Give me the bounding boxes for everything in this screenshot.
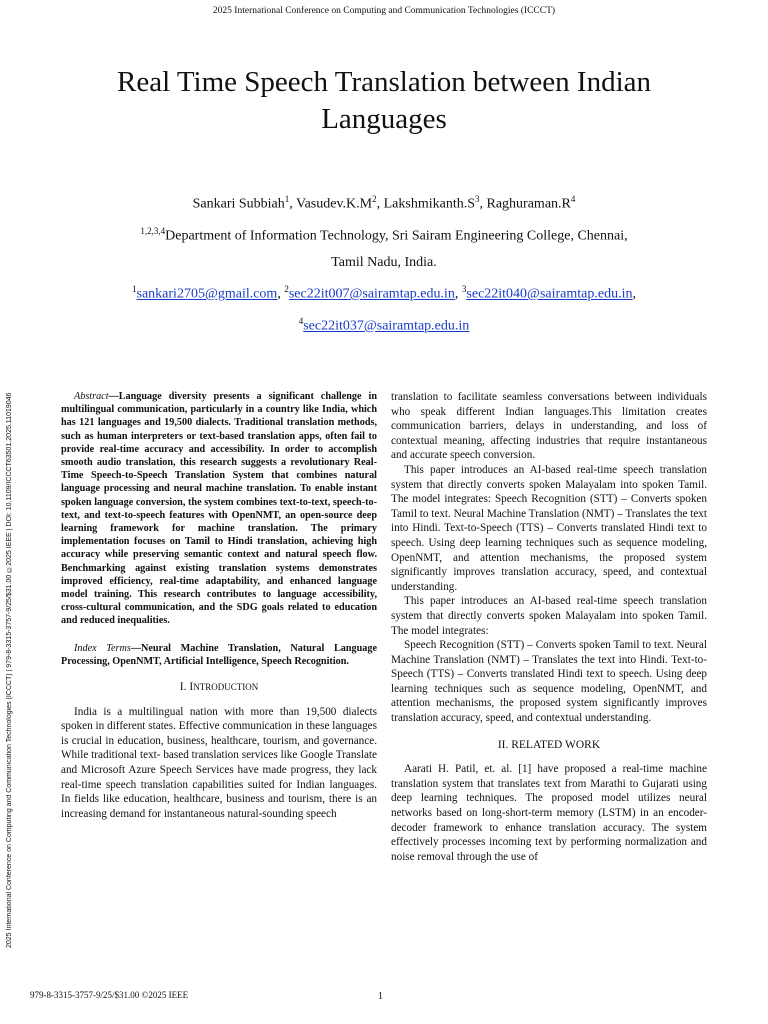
section-number: I.: [179, 681, 187, 694]
right-column: [391, 390, 707, 864]
index-terms-label: Index Terms: [74, 642, 131, 654]
email-sup: 4: [298, 315, 304, 326]
left-column: [61, 390, 377, 821]
paragraph: Speech Recognition (STT) – Converts spoken Tamil to text. Neural Machine Translation (NMT) – Translates the text into Hindi. Text-to-Speech (TTS) – Converts translated Hindi text to speech. Using deep learning techniques such as sequence modeling, OpenNMT, and attention mechanisms, the proposed system significantly improves translation accuracy, speed, and contextual understanding.: [391, 639, 707, 725]
author-block: [40, 186, 728, 340]
author-name: Sankari Subbiah: [192, 196, 285, 212]
abstract: [61, 390, 377, 628]
author-sup: 4: [570, 194, 576, 204]
author-name: Raghuraman.R: [486, 196, 571, 212]
author-sup: 3: [475, 194, 480, 204]
author-name: Vasudev.K.M: [296, 196, 373, 212]
title-line-2: Languages: [321, 103, 447, 135]
title-line-1: Real Time Speech Translation between Indian: [116, 66, 652, 98]
author-list: [40, 186, 728, 218]
abstract-text: —Language diversity presents a significant challenge in multilingual communication, particularly in a country like India, which has 121 languages and 19,500 dialects. Traditional translation methods, such as human interpreters or text-based translation apps, often fail to provide real-time accuracy and accessibility. In order to accomplish smooth audio translation, this research suggests a revolutionary Real-Time Speech-to-Speech Translation System that combines natural language processing and neural machine translation. To enable instant spoken language conversion, the system combines text-to-text, speech-to-text, and text-to-speech features with OpenNMT, an open-source deep learning framework for machine translation. The primary implementation focuses on Tamil to Hindi translation, achieving high accuracy while preserving semantic context and natural speech flow. Benchmarking against existing translation systems demonstrates improved efficiency, real-time adaptability, and enhanced language model training. This research contributes to language accessibility, cross-cultural communication, and the SDG goals related to education and reduced inequalities.: [61, 391, 377, 627]
related-work-paragraph: Aarati H. Patil, et. al. [1] have proposed a real-time machine translation system that translates text from Marathi to Gujarati using deep learning techniques. The proposed model utilizes neural networks based on long-short-term memory (LSTM) in an encoder-decoder framework to enhance translation accuracy. The system effectively processes incoming text by performing normalization and noise removal through the use of: [391, 763, 707, 863]
footer-copyright: 979-8-3315-3757-9/25/$31.00 ©2025 IEEE: [30, 990, 189, 1000]
paragraph: This paper introduces an AI-based real-time speech translation system that directly converts spoken Malayalam into spoken Tamil. The model integrates: Speech Recognition (STT) – Converts spoken Tamil to text. Neural Machine Translation (NMT) – Translates the text into Hindi. Text-to-Speech (TTS) – Converts translated Hindi text to speech. Using deep learning techniques such as sequence modeling, OpenNMT, and attention mechanisms, the proposed system significantly improves translation accuracy, speed, and contextual understanding.: [391, 463, 707, 593]
email-link-2[interactable]: sec22it007@sairamtap.edu.in: [288, 286, 455, 302]
section-title-rest: NTRODUCTION: [193, 682, 259, 693]
paragraph: This paper introduces an AI-based real-time speech translation system that directly converts spoken Malayalam into spoken Tamil. The model integrates:: [391, 595, 707, 637]
abstract-label: Abstract: [74, 391, 109, 402]
email-link-1[interactable]: sankari2705@gmail.com: [136, 286, 278, 302]
related-work-heading: II. RELATED WORK: [497, 738, 601, 751]
introduction-paragraph: India is a multilingual nation with more than 19,500 dialects spoken in different states. Effective communication in these languages is crucial in education, business, healthcare, tourism, and governance. While traditional text- based translation services like Google Translate and Microsoft Azure Speech Services have made progress, they lack real-time speech translation capabilities suited for Indian languages. In fields like education, healthcare, business and tourism, there is an increasing demand for instantaneous natural-sounding speech: [61, 705, 377, 820]
author-name: Lakshmikanth.S: [383, 196, 475, 212]
paper-title: [60, 64, 708, 138]
paragraph-continued: translation to facilitate seamless conversations between individuals who speak different Indian languages.This limitation creates communication barriers, delays in understanding, and loss of contextual meaning, affecting industries that require instantaneous and accurate speech conversion.: [391, 391, 707, 462]
doi-side-text: 2025 International Conference on Computing and Communication Technologies (ICCCT) | 979-8-3315-3757-9/25/$31.00 ©2025 IEEE | DOI: 10.1109/ICCCT63501.2025.11019046: [6, 392, 13, 948]
author-sup: 2: [372, 194, 377, 204]
conference-header: 2025 International Conference on Computing and Communication Technologies (ICCCT): [212, 6, 556, 16]
index-terms-text: —Neural Machine Translation, Natural Language Processing, OpenNMT, Artificial Intelligence, Speech Recognition.: [61, 642, 377, 667]
email-sup: 3: [461, 284, 467, 295]
introduction-heading: [61, 680, 377, 695]
page-number: 1: [378, 991, 383, 1002]
email-line-1: $^1$sankari2705@gmail.com, $^2$sec22it007@sairamtap.edu.in, $^3$sec22it040@sairamtap.edu.in,: [132, 284, 636, 302]
author-separator: ,: [376, 196, 384, 212]
email-sup: 1: [132, 284, 137, 295]
affiliation-sup: 1,2,3,4: [140, 225, 166, 236]
affiliation-line-1: [40, 218, 728, 250]
section-first-letter: I: [189, 681, 194, 694]
author-separator: ,: [479, 196, 487, 212]
email-line-2: [40, 308, 728, 340]
email-link-3[interactable]: sec22it040@sairamtap.edu.in: [466, 286, 633, 302]
author-separator: ,: [289, 196, 297, 212]
author-sup: 1: [284, 194, 290, 204]
affiliation-text: Department of Information Technology, Sri Sairam Engineering College, Chennai,: [165, 228, 628, 244]
email-link-4[interactable]: sec22it037@sairamtap.edu.in: [303, 318, 470, 334]
index-terms: [61, 642, 377, 668]
affiliation-line-2: Tamil Nadu, India.: [331, 255, 437, 271]
email-sup: 2: [284, 284, 289, 295]
